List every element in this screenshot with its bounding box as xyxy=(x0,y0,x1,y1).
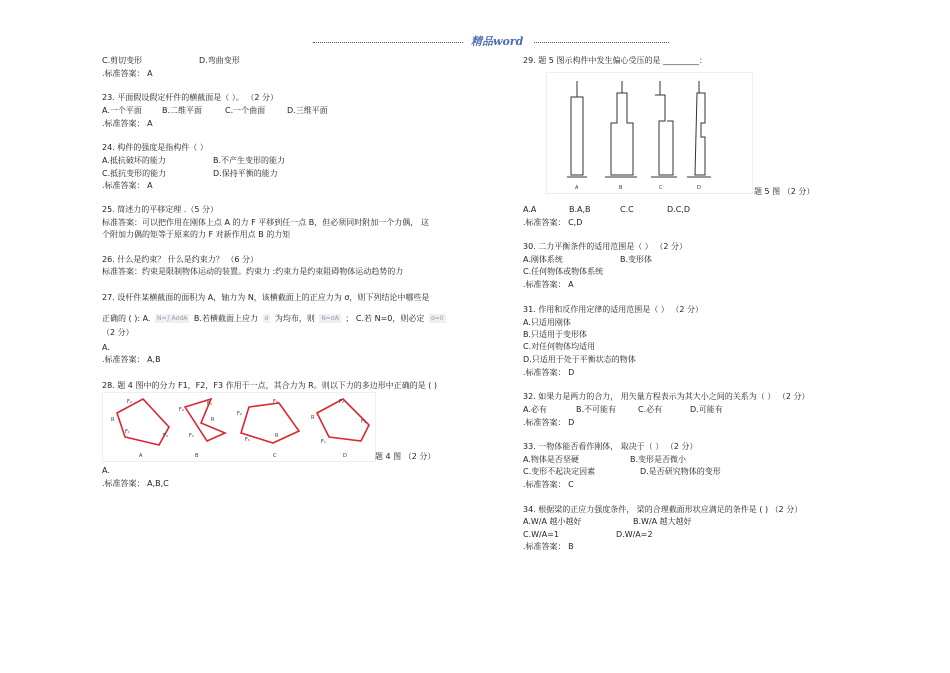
q34-option-a: A.W/A 越小越好 xyxy=(523,517,582,526)
q34-option-d: D.W/A=2 xyxy=(616,530,653,539)
force-polygon-svg xyxy=(103,393,375,461)
q29-option-b: B.A,B xyxy=(569,205,591,214)
svg-text:R: R xyxy=(211,417,215,423)
q22-answer: .标准答案： A xyxy=(102,69,153,78)
q27-lead: 正确的 ( ): A. xyxy=(102,314,151,323)
q30-answer: .标准答案： A xyxy=(523,280,574,289)
q32-option-d: D.可能有 xyxy=(690,405,723,414)
q31-text: 31. 作用和反作用定律的适用范围是（ ） （2 分） xyxy=(523,305,703,314)
q31-option-c: C.对任何物体均适用 xyxy=(523,342,596,351)
q23-option-d: D.三维平面 xyxy=(287,106,328,115)
q27-option-c: ； C.若 N=0，则必定 xyxy=(345,314,425,323)
q27-formula-sigma: σ xyxy=(264,315,269,322)
svg-text:F₃: F₃ xyxy=(273,399,278,405)
q26-answer: 标准答案：约束是限制物体运动的装置。约束力 :约束力是约束阻碍物体运动趋势的力 xyxy=(102,267,404,276)
q27-formula-zero: σ=0 xyxy=(430,315,444,322)
q23-option-b: B.二维平面 xyxy=(162,106,203,115)
q28-fig-label-c: C xyxy=(273,453,277,459)
q27-option-b: B.若横截面上应力 xyxy=(193,314,258,323)
q31-option-a: A.只适用刚体 xyxy=(523,318,571,327)
q29-answer: .标准答案： C,D xyxy=(523,218,583,227)
q29-fig-label-c: C xyxy=(659,185,663,191)
q29-fig-label-a: A xyxy=(575,185,579,191)
q32-option-a: A.必有 xyxy=(523,405,547,414)
q25-text: 25. 简述力的平移定理 .（5 分） xyxy=(102,205,218,214)
q30-option-c: C.任何物体或物体系统 xyxy=(523,267,604,276)
header-brand: 精品word xyxy=(471,35,524,48)
q23-text: 23. 平面假设假定杆件的横截面是（ ）。 （2 分） xyxy=(102,93,278,102)
q34-option-b: B.W/A 越大越好 xyxy=(633,517,692,526)
q24-option-d: D.保持平衡的能力 xyxy=(213,169,278,178)
q28-answer: .标准答案： A,B,C xyxy=(102,479,169,488)
q22-option-d: D.弯曲变形 xyxy=(199,56,240,65)
q31-answer: .标准答案： D xyxy=(523,368,575,377)
svg-text:F₃: F₃ xyxy=(207,401,212,407)
q24-option-c: C.抵抗变形的能力 xyxy=(102,169,167,178)
svg-text:F₁: F₁ xyxy=(245,437,250,443)
q32-text: 32. 如果力是两力的合力， 用矢量方程表示为其大小之间的关系为（ ） （2 分） xyxy=(523,392,810,401)
q32-option-c: C.必有 xyxy=(638,405,663,414)
q28-fig-label-d: D xyxy=(343,453,347,459)
q30-text: 30. 二力平衡条件的适用范围是（ ） （2 分） xyxy=(523,242,687,251)
q26-text: 26. 什么是约束？ 什么是约束力？ （6 分） xyxy=(102,255,258,264)
q25-answer-line1: 标准答案：可以把作用在刚体上点 A 的力 F 平移到任一点 B，但必须同时附加一个力偶， 这 xyxy=(102,218,429,227)
q29-option-a: A.A xyxy=(523,205,537,214)
q33-option-a: A.物体是否坚硬 xyxy=(523,455,579,464)
q34-option-c: C.W/A=1 xyxy=(523,530,559,539)
svg-text:F₂: F₂ xyxy=(179,407,184,413)
q33-text: 33. 一物体能否看作刚体， 取决于（ ） （2 分） xyxy=(523,442,698,451)
q24-answer: .标准答案： A xyxy=(102,181,153,190)
q29-fig-label-b: B xyxy=(619,185,623,191)
q22-option-c: C.剪切变形 xyxy=(102,56,143,65)
q28-option-a: A. xyxy=(102,466,110,475)
q28-text: 28. 题 4 图中的分力 F1，F2，F3 作用于一点，其合力为 R。则以下力的多边形中正确的是 ( ) xyxy=(102,381,438,390)
q28-figure-caption: 题 4 图 （2 分） xyxy=(375,452,436,461)
column-c xyxy=(655,95,673,175)
svg-text:F₂: F₂ xyxy=(339,399,344,405)
q30-option-b: B.变形体 xyxy=(620,255,653,264)
q33-option-b: B.变形是否微小 xyxy=(630,455,687,464)
q27-formula-a: N=∫ AσdA xyxy=(157,315,188,322)
q29-text: 29. 题 5 图示构件中发生偏心受压的是 _________： xyxy=(523,56,707,65)
q27-option-a: A. xyxy=(102,343,110,352)
column-b xyxy=(611,93,633,175)
svg-text:R: R xyxy=(111,417,115,423)
svg-text:F₂: F₂ xyxy=(237,411,242,417)
q24-option-a: A.抵抗破坏的能力 xyxy=(102,156,166,165)
polygon-a xyxy=(117,399,169,445)
q29-eccentric-compression-figure xyxy=(546,72,753,194)
column-a xyxy=(571,97,583,175)
q28-fig-label-b: B xyxy=(195,453,199,459)
column-diagram-svg xyxy=(547,73,752,193)
svg-text:F₁: F₁ xyxy=(125,429,130,435)
q29-option-d: D.C,D xyxy=(667,205,690,214)
svg-text:F₁: F₁ xyxy=(321,439,326,445)
q34-text: 34. 根据梁的正应力强度条件， 梁的合理截面形状应满足的条件是 ( ) （2 分） xyxy=(523,505,803,514)
q27-score: （2 分） xyxy=(102,328,134,337)
q33-option-d: D.是否研究物体的变形 xyxy=(640,467,721,476)
q24-text: 24. 构件的强度是指构件（ ） xyxy=(102,143,208,152)
svg-text:F₃: F₃ xyxy=(361,419,366,425)
q32-option-b: B.不可能有 xyxy=(576,405,617,414)
column-d xyxy=(695,93,705,175)
q27-answer: .标准答案： A,B xyxy=(102,355,161,364)
q23-answer: .标准答案： A xyxy=(102,119,153,128)
q29-fig-label-d: D xyxy=(697,185,701,191)
q27-option-b-cont: 为均布，则 xyxy=(274,314,315,323)
q23-option-a: A.一个平面 xyxy=(102,106,142,115)
q29-option-c: C.C xyxy=(620,205,634,214)
q31-option-d: D.只适用于处于平衡状态的物体 xyxy=(523,355,636,364)
svg-text:F₁: F₁ xyxy=(189,433,194,439)
q23-option-c: C.一个曲面 xyxy=(225,106,266,115)
q32-answer: .标准答案： D xyxy=(523,418,575,427)
svg-text:R: R xyxy=(275,433,279,439)
page-header xyxy=(311,33,671,53)
q33-answer: .标准答案： C xyxy=(523,480,574,489)
q33-option-c: C.变形不起决定因素 xyxy=(523,467,596,476)
svg-text:F₃: F₃ xyxy=(163,433,168,439)
q34-answer: .标准答案： B xyxy=(523,542,574,551)
q27-text-line1: 27. 设杆件某横截面的面积为 A，轴力为 N，该横截面上的正应力为 σ，则下列结论中哪些是 xyxy=(102,293,430,302)
q24-option-b: B.不产生变形的能力 xyxy=(213,156,286,165)
q31-option-b: B.只适用于变形体 xyxy=(523,330,588,339)
svg-text:F₂: F₂ xyxy=(127,399,132,405)
q28-fig-label-a: A xyxy=(139,453,143,459)
q27-text-line2 xyxy=(102,314,448,324)
q27-formula-n: N=σA xyxy=(321,315,339,322)
header-rule-right xyxy=(534,42,669,43)
q28-force-polygon-figure xyxy=(102,392,376,462)
q25-answer-line2: 个附加力偶的矩等于原来的力 F 对新作用点 B 的力矩 xyxy=(102,230,291,239)
q30-option-a: A.刚体系统 xyxy=(523,255,563,264)
header-rule-left xyxy=(313,42,463,43)
q29-figure-caption: 题 5 图 （2 分） xyxy=(754,187,815,196)
svg-text:R: R xyxy=(311,415,315,421)
